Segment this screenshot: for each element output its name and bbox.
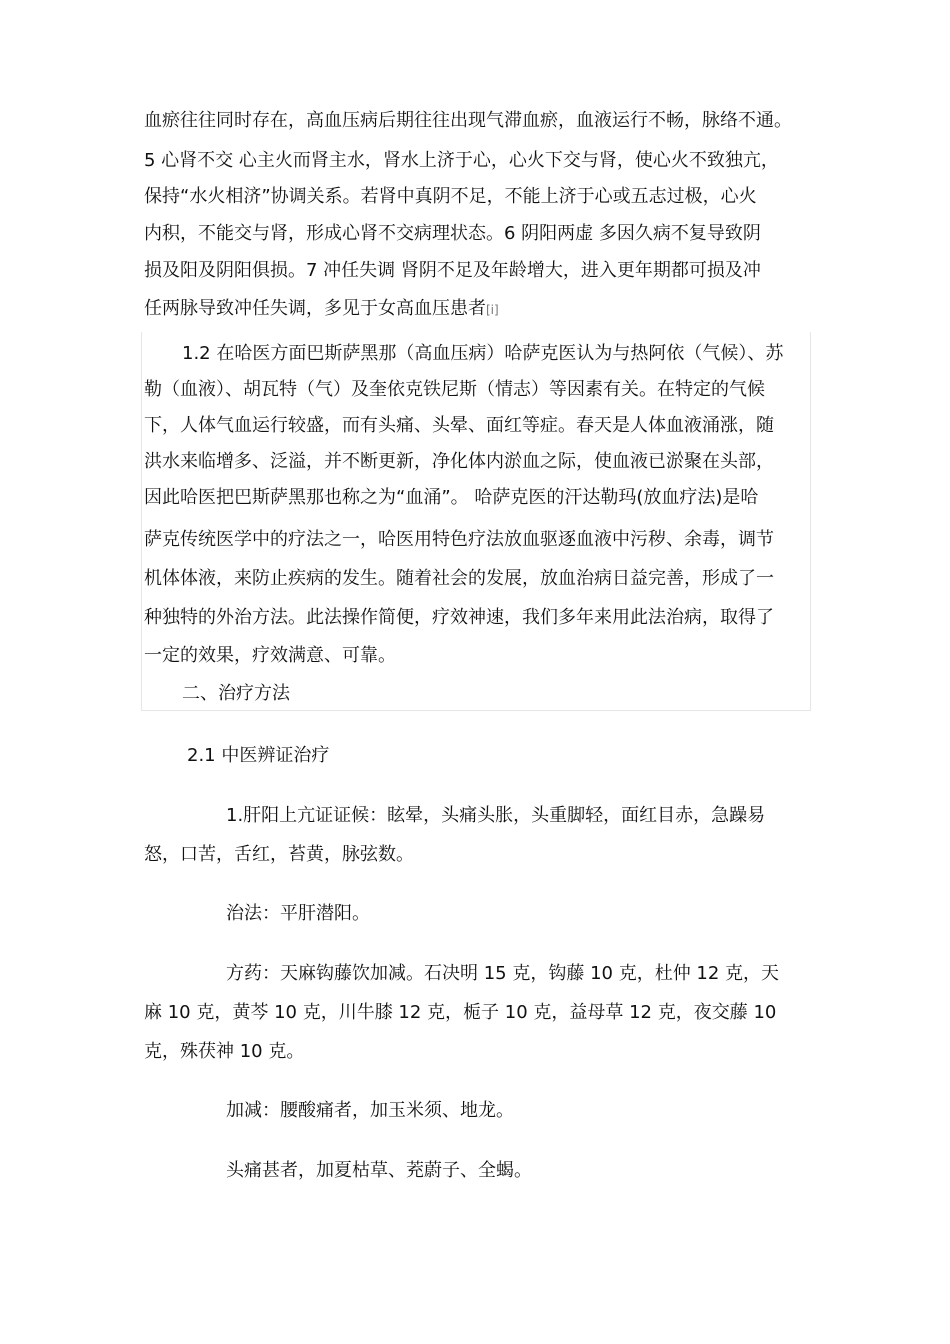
paragraph-line: 洪水来临增多、泛溢，并不断更新，净化体内淤血之际，使血液已淤聚在头部， xyxy=(144,451,774,472)
paragraph-line: 勒（血液）、胡瓦特（气）及奎依克铁尼斯（情志）等因素有关。在特定的气候 xyxy=(144,379,765,400)
paragraph-line: 克，殊茯神 10 克。 xyxy=(144,1041,305,1062)
paragraph-line: 加减：腰酸痛者，加玉米须、地龙。 xyxy=(226,1100,514,1121)
paragraph-line: 保持“水火相济”协调关系。若肾中真阴不足，不能上济于心或五志过极，心火 xyxy=(144,186,757,207)
paragraph-line: 5 心肾不交 心主火而肾主水，肾水上济于心，心火下交与肾，使心火不致独亢， xyxy=(144,150,779,171)
paragraph-line: 损及阳及阴阳俱损。7 冲任失调 肾阴不足及年龄增大，进入更年期都可损及冲 xyxy=(144,260,761,281)
paragraph-line: 种独特的外治方法。此法操作简便，疗效神速，我们多年来用此法治病，取得了 xyxy=(144,607,774,628)
paragraph-line: 一定的效果，疗效满意、可靠。 xyxy=(144,645,396,666)
section-heading: 二、治疗方法 xyxy=(182,683,290,704)
citation-marker[interactable]: [i] xyxy=(486,303,499,317)
paragraph-line: 萨克传统医学中的疗法之一，哈医用特色疗法放血驱逐血液中污秽、余毒，调节 xyxy=(144,529,774,550)
paragraph-line: 怒，口苦，舌红，苔黄，脉弦数。 xyxy=(144,844,414,865)
paragraph-line: 因此哈医把巴斯萨黑那也称之为“血涌”。 哈萨克医的汗达勒玛(放血疗法)是哈 xyxy=(144,487,759,508)
paragraph-line: 机体体液，来防止疾病的发生。随着社会的发展，放血治病日益完善，形成了一 xyxy=(144,568,774,589)
subsection-heading: 2.1 中医辨证治疗 xyxy=(187,745,330,766)
paragraph-line: 麻 10 克，黄芩 10 克，川牛膝 12 克，栀子 10 克，益母草 12 克，夜交藤 10 xyxy=(144,1002,777,1023)
paragraph-line: 下，人体气血运行较盛，而有头痛、头晕、面红等症。春天是人体血液涌涨，随 xyxy=(144,415,774,436)
paragraph-line: 1.肝阳上亢证证候：眩晕，头痛头胀，头重脚轻，面红目赤，急躁易 xyxy=(226,805,766,826)
paragraph-line: 头痛甚者，加夏枯草、茺蔚子、全蝎。 xyxy=(226,1160,532,1181)
paragraph-line: 血瘀往往同时存在，高血压病后期往往出现气滞血瘀，血液运行不畅，脉络不通。 xyxy=(144,110,792,131)
paragraph-line-with-citation xyxy=(144,296,499,323)
paragraph-line: 内积，不能交与肾，形成心肾不交病理状态。6 阴阳两虚 多因久病不复导致阴 xyxy=(144,223,761,244)
paragraph-line: 方药：天麻钩藤饮加减。石决明 15 克，钩藤 10 克，杜仲 12 克，天 xyxy=(226,963,780,984)
paragraph-line: 治法：平肝潜阳。 xyxy=(226,903,370,924)
paragraph-line: 1.2 在哈医方面巴斯萨黑那（高血压病）哈萨克医认为与热阿依（气候）、苏 xyxy=(182,343,784,364)
paragraph-text: 任两脉导致冲任失调，多见于女高血压患者 xyxy=(144,298,486,319)
